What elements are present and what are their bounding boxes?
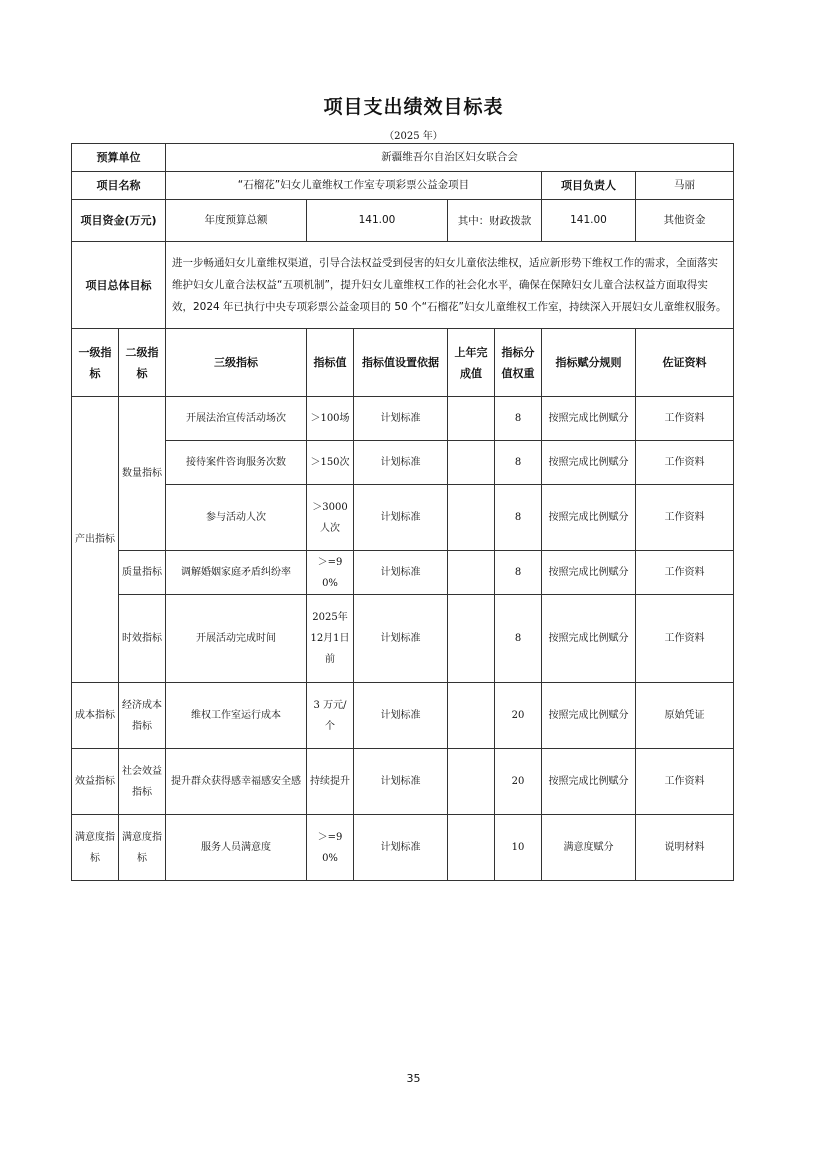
row-l3: 服务人员满意度: [166, 815, 307, 881]
row-rule: 按照完成比例赋分: [542, 485, 636, 551]
row-last: [448, 551, 495, 595]
page-title: 项目支出绩效目标表: [323, 96, 504, 118]
row-last: [448, 485, 495, 551]
unit-value: 新疆维吾尔自治区妇女联合会: [166, 144, 734, 172]
project-value: “石榴花”妇女儿童维权工作室专项彩票公益金项目: [166, 172, 542, 200]
row-basis: 计划标准: [354, 551, 448, 595]
row-weight: 8: [495, 397, 542, 441]
table-row: [72, 441, 734, 485]
funds-label: 项目资金(万元): [72, 200, 166, 242]
year-label: （2025 年）: [384, 131, 443, 142]
row-weight: 10: [495, 815, 542, 881]
header-basis: 指标值设置依据: [354, 329, 448, 397]
other-funds-label: 其他资金: [636, 200, 734, 242]
row-rule: 满意度赋分: [542, 815, 636, 881]
leader-value: 马丽: [636, 172, 734, 200]
row-evidence: 说明材料: [636, 815, 734, 881]
header-rule: 指标赋分规则: [542, 329, 636, 397]
row-l3: 维权工作室运行成本: [166, 683, 307, 749]
fiscal-value: 141.00: [542, 200, 636, 242]
row-evidence: 工作资料: [636, 749, 734, 815]
group-timeliness: 时效指标: [119, 595, 166, 683]
row-basis: 计划标准: [354, 749, 448, 815]
table-row: [72, 397, 734, 441]
row-basis: 计划标准: [354, 485, 448, 551]
group-output: 产出指标: [72, 397, 119, 683]
row-rule: 按照完成比例赋分: [542, 595, 636, 683]
row-basis: 计划标准: [354, 595, 448, 683]
row-weight: 8: [495, 551, 542, 595]
row-weight: 8: [495, 485, 542, 551]
row-l3: 开展活动完成时间: [166, 595, 307, 683]
row-l3: 接待案件咨询服务次数: [166, 441, 307, 485]
row-l3: 开展法治宣传活动场次: [166, 397, 307, 441]
row-rule: 按照完成比例赋分: [542, 441, 636, 485]
header-l3: 三级指标: [166, 329, 307, 397]
row-value: ＞=90%: [307, 551, 354, 595]
group-cost: 成本指标: [72, 683, 119, 749]
group-benefit: 效益指标: [72, 749, 119, 815]
group-econ-cost: 经济成本指标: [119, 683, 166, 749]
row-weight: 20: [495, 749, 542, 815]
goal-row: [72, 242, 734, 329]
row-l3: 调解婚姻家庭矛盾纠纷率: [166, 551, 307, 595]
row-value: ＞3000人次: [307, 485, 354, 551]
header-row: [72, 329, 734, 397]
annual-budget-value: 141.00: [307, 200, 448, 242]
row-last: [448, 441, 495, 485]
header-last: 上年完成值: [448, 329, 495, 397]
row-weight: 8: [495, 441, 542, 485]
unit-label: 预算单位: [72, 144, 166, 172]
table-row: [72, 551, 734, 595]
row-last: [448, 815, 495, 881]
page-number: 35: [406, 1072, 421, 1085]
row-value: 3 万元/个: [307, 683, 354, 749]
performance-table: [71, 143, 734, 881]
header-value: 指标值: [307, 329, 354, 397]
table-row: [72, 595, 734, 683]
row-value: ＞150次: [307, 441, 354, 485]
unit-row: [72, 144, 734, 172]
table-row: [72, 683, 734, 749]
group-satisfaction-sub: 满意度指标: [119, 815, 166, 881]
row-weight: 20: [495, 683, 542, 749]
row-l3: 参与活动人次: [166, 485, 307, 551]
row-basis: 计划标准: [354, 441, 448, 485]
annual-budget-label: 年度预算总额: [166, 200, 307, 242]
header-l1: 一级指标: [72, 329, 119, 397]
row-evidence: 工作资料: [636, 441, 734, 485]
row-rule: 按照完成比例赋分: [542, 683, 636, 749]
row-last: [448, 749, 495, 815]
group-quantity: 数量指标: [119, 397, 166, 551]
row-evidence: 工作资料: [636, 397, 734, 441]
row-evidence: 工作资料: [636, 595, 734, 683]
table-row: [72, 485, 734, 551]
row-last: [448, 595, 495, 683]
row-rule: 按照完成比例赋分: [542, 551, 636, 595]
header-weight: 指标分值权重: [495, 329, 542, 397]
funds-row: [72, 200, 734, 242]
table-row: [72, 749, 734, 815]
row-last: [448, 397, 495, 441]
group-quality: 质量指标: [119, 551, 166, 595]
row-value: 持续提升: [307, 749, 354, 815]
project-row: [72, 172, 734, 200]
row-basis: 计划标准: [354, 683, 448, 749]
row-weight: 8: [495, 595, 542, 683]
header-evidence: 佐证资料: [636, 329, 734, 397]
header-l2: 二级指标: [119, 329, 166, 397]
fiscal-label: 其中：财政拨款: [448, 200, 542, 242]
group-satisfaction: 满意度指标: [72, 815, 119, 881]
row-evidence: 工作资料: [636, 551, 734, 595]
table-row: [72, 815, 734, 881]
goal-text: 进一步畅通妇女儿童维权渠道，引导合法权益受到侵害的妇女儿童依法维权，适应新形势下维权工作的需求，全面落实维护妇女儿童合法权益“五项机制”，提升妇女儿童维权工作的社会化水平，确保在保障妇女儿童合法权益方面取得实效，2024 年已执行中央专项彩票公益金项目的 50 个“石榴花”妇女儿童维权工作室，持续深入开展妇女儿童维权服务。: [166, 242, 734, 329]
row-basis: 计划标准: [354, 397, 448, 441]
project-label: 项目名称: [72, 172, 166, 200]
row-value: ＞100场: [307, 397, 354, 441]
row-value: 2025年12月1日前: [307, 595, 354, 683]
row-evidence: 工作资料: [636, 485, 734, 551]
goal-label: 项目总体目标: [72, 242, 166, 329]
leader-label: 项目负责人: [542, 172, 636, 200]
row-value: ＞=90%: [307, 815, 354, 881]
row-l3: 提升群众获得感幸福感安全感: [166, 749, 307, 815]
group-social-benefit: 社会效益指标: [119, 749, 166, 815]
row-basis: 计划标准: [354, 815, 448, 881]
row-rule: 按照完成比例赋分: [542, 749, 636, 815]
row-rule: 按照完成比例赋分: [542, 397, 636, 441]
row-evidence: 原始凭证: [636, 683, 734, 749]
row-last: [448, 683, 495, 749]
